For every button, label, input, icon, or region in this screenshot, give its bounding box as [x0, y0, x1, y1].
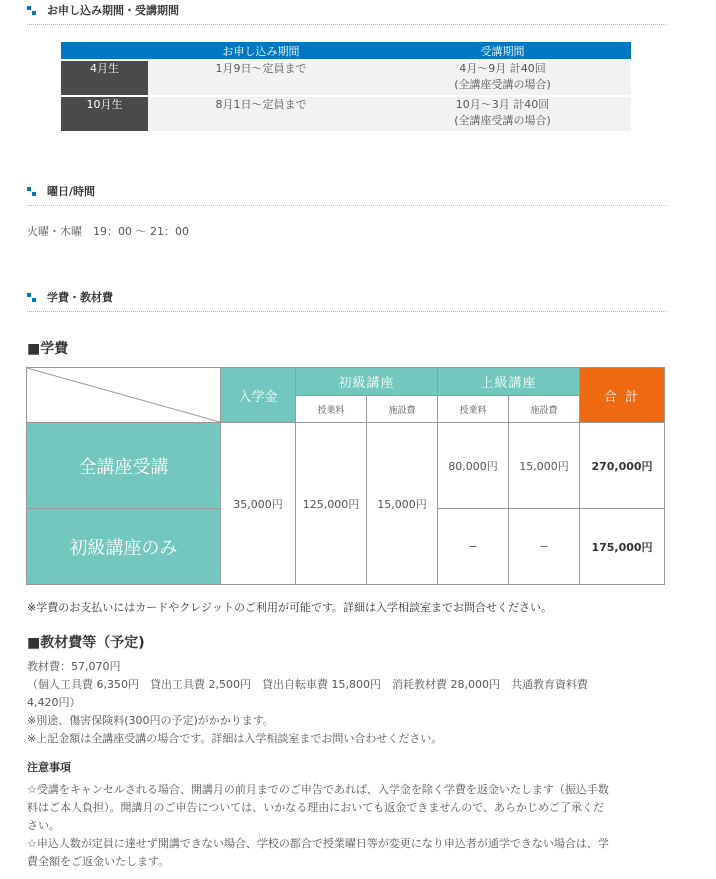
- period-course-value: [374, 96, 631, 131]
- bullet-icon: [27, 293, 36, 302]
- period-course-value: [374, 60, 631, 96]
- section-title-schedule: 曜日/時間: [47, 185, 96, 198]
- notes-line: 料はご本人負担）。開講月のご申告については、いかなる理由においても返金できませんので、あらかじめご了承くだ: [27, 801, 605, 814]
- table-row: [61, 60, 631, 96]
- period-row-label: 10月生: [61, 96, 148, 131]
- table-row: [61, 96, 631, 131]
- subheader-facility-fee: 施設費: [367, 396, 438, 423]
- period-header-course: 受講期間: [374, 42, 631, 60]
- notes-line: さい。: [27, 819, 60, 832]
- subheader-facility-fee: 施設費: [509, 396, 580, 423]
- subheader-lesson-fee: 授業料: [438, 396, 509, 423]
- period-course-text: 10月〜3月 計40回: [455, 98, 550, 111]
- period-apply-value: 1月9日〜定員まで: [148, 60, 374, 96]
- header-total: 合 計: [580, 368, 665, 423]
- section-title-fees: 学費・教材費: [47, 291, 113, 304]
- header-beginner: 初級講座: [296, 368, 438, 396]
- header-entrance: 入学金: [221, 368, 296, 423]
- header-advanced: 上級講座: [438, 368, 580, 396]
- diagonal-corner-cell: [27, 368, 221, 423]
- materials-line: ※上記金額は全講座受講の場合です。詳細は入学相談室までお問い合わせください。: [27, 732, 443, 745]
- row-label-beginner: 初級講座のみ: [27, 509, 221, 585]
- advanced-lesson-value: −: [438, 509, 509, 585]
- tuition-header-row: [27, 368, 665, 396]
- total-value: 270,000円: [580, 423, 665, 509]
- period-header-apply: お申し込み期間: [148, 42, 374, 60]
- section-title-period: お申し込み期間・受講期間: [47, 4, 179, 17]
- diagonal-line: [27, 368, 220, 422]
- period-course-note: (全講座受講の場合): [454, 78, 551, 91]
- tuition-heading: ■学費: [27, 341, 69, 357]
- section-header-fees: [27, 287, 666, 312]
- materials-line: （個人工具費 6,350円 貸出工具費 2,500円 貸出自転車費 15,800円 消耗教材費 28,000円 共通教育資料費: [27, 678, 588, 691]
- notes-line: ☆受講をキャンセルされる場合、開講月の前月までのご申告であれば、入学金を除く学費を返金いたします（振込手数: [27, 783, 609, 796]
- bullet-icon: [27, 6, 36, 15]
- tuition-note: ※学費のお支払いにはカードやクレジットのご利用が可能です。詳細は入学相談室までお問合せください。: [27, 601, 553, 614]
- advanced-lesson-value: 80,000円: [438, 423, 509, 509]
- materials-line: 4,420円）: [27, 696, 81, 709]
- materials-line: 教材費：57,070円: [27, 660, 121, 673]
- bullet-icon: [27, 187, 36, 196]
- beginner-lesson-value: 125,000円: [296, 423, 367, 585]
- entrance-value: 35,000円: [221, 423, 296, 585]
- schedule-text: 火曜・木曜 19：00 〜 21：00: [27, 225, 189, 238]
- beginner-facility-value: 15,000円: [367, 423, 438, 585]
- total-value: 175,000円: [580, 509, 665, 585]
- materials-heading: ■教材費等（予定): [27, 635, 145, 651]
- materials-line: ※別途、傷害保険料(300円の予定)がかかります。: [27, 714, 274, 727]
- subheader-lesson-fee: 授業料: [296, 396, 367, 423]
- row-label-full: 全講座受講: [27, 423, 221, 509]
- notes-line: 費全額をご返金いたします。: [27, 855, 170, 868]
- period-header-blank: [61, 42, 148, 60]
- period-table-header: [61, 42, 631, 60]
- period-table: [61, 42, 631, 131]
- period-course-note: (全講座受講の場合): [454, 114, 551, 127]
- table-row: [27, 423, 665, 509]
- advanced-facility-value: 15,000円: [509, 423, 580, 509]
- period-apply-value: 8月1日〜定員まで: [148, 96, 374, 131]
- section-header-schedule: [27, 181, 666, 206]
- advanced-facility-value: −: [509, 509, 580, 585]
- period-course-text: 4月〜9月 計40回: [459, 62, 546, 75]
- tuition-table: [26, 367, 665, 585]
- section-header-period: [27, 0, 666, 25]
- notes-line: ☆申込人数が定員に達せず開講できない場合、学校の都合で授業曜日等が変更になり申込者が通学できない場合は、学: [27, 837, 609, 850]
- notes-heading: 注意事項: [27, 761, 71, 774]
- period-row-label: 4月生: [61, 60, 148, 96]
